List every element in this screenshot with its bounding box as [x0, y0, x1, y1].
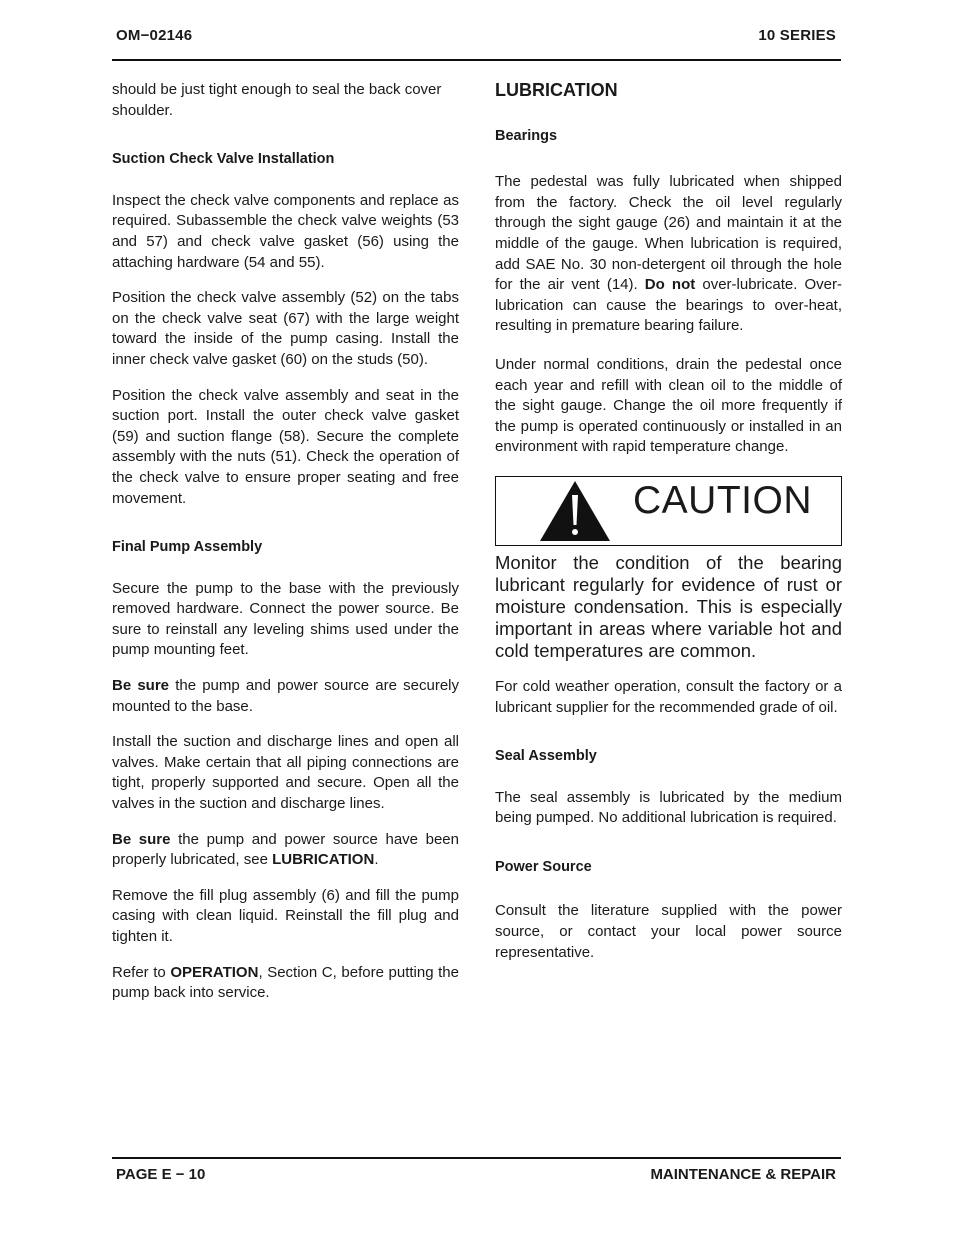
caution-label: CAUTION: [633, 478, 812, 522]
suction-paragraph-3: Position the check valve assembly and seat in the suction port. Install the outer check valve gasket (59) and suction flange (58). Secure the complete assembly with the nuts (51). Check the operation of the check valve to ensure proper seating and free movement.: [112, 386, 459, 507]
final-paragraph-6: Refer to OPERATION, Section C, before putting the pump back into service.: [112, 963, 459, 1002]
lubrication-reference: LUBRICATION: [272, 851, 375, 869]
cold-weather-paragraph: For cold weather operation, consult the factory or a lubricant supplier for the recommended grade of oil.: [495, 677, 842, 716]
heading-power-source: Power Source: [495, 858, 592, 875]
suction-paragraph-2: Position the check valve assembly (52) on the tabs on the check valve seat (67) with the large weight toward the inside of the pump casing. Install the inner check valve gasket (60) on the studs (50).: [112, 289, 459, 368]
final-paragraph-5: Remove the fill plug assembly (6) and fill the pump casing with clean liquid. Reinstall the fill plug and tighten it.: [112, 886, 459, 945]
continued-paragraph: should be just tight enough to seal the back cover shoulder.: [112, 81, 442, 119]
header-rule: [112, 59, 841, 61]
final-paragraph-2: Be sure the pump and power source are securely mounted to the base.: [112, 677, 460, 715]
series-label: 10 SERIES: [758, 27, 836, 44]
warning-triangle-icon: [538, 479, 612, 543]
final-paragraph-3: Install the suction and discharge lines and open all valves. Make certain that all piping connections are tight, properly supported and secure. Open all the valves in the suction and discharge lines.: [112, 733, 459, 813]
seal-paragraph: The seal assembly is lubricated by the medium being pumped. No additional lubrication is required.: [495, 788, 842, 827]
left-column: [112, 80, 459, 1019]
doc-number: OM−02146: [116, 27, 193, 44]
heading-seal-assembly: Seal Assembly: [495, 748, 597, 765]
heading-final-pump-assembly: Final Pump Assembly: [112, 539, 263, 556]
caution-box: [495, 476, 842, 546]
footer-rule: [112, 1157, 841, 1159]
page-number: PAGE E − 10: [116, 1166, 206, 1183]
final-paragraph-4: Be sure the pump and power source have been properly lubricated, see LUBRICATION.: [112, 830, 459, 869]
operation-reference: OPERATION: [170, 963, 259, 981]
heading-suction-check-valve: Suction Check Valve Installation: [112, 151, 335, 168]
bearings-paragraph-2: Under normal conditions, drain the pedestal once each year and refill with clean oil to the middle of the sight gauge. Change the oil more frequently if the pump is operated continuously or installed in an environment with rapid temperature change.: [495, 355, 842, 456]
suction-paragraph-1: Inspect the check valve components and replace as required. Subassemble the check valve weights (53 and 57) and check valve gasket (56) using the attaching hardware (54 and 55).: [112, 191, 459, 271]
final-paragraph-1: Secure the pump to the base with the previously removed hardware. Connect the power source. Be sure to reinstall any leveling shims used under the pump mounting feet.: [112, 579, 459, 659]
section-name: MAINTENANCE & REPAIR: [650, 1166, 836, 1183]
power-paragraph: Consult the literature supplied with the power source, or contact your local power source representative.: [495, 902, 842, 961]
heading-lubrication: LUBRICATION: [495, 80, 618, 100]
right-column: [495, 80, 842, 978]
heading-bearings: Bearings: [495, 127, 558, 144]
bearings-paragraph-1: The pedestal was fully lubricated when shipped from the factory. Check the oil level regularly through the sight gauge (26) and maintain it at the middle of the gauge. When lubrication is required, add SAE No. 30 non-detergent oil through the hole for the air vent (14). Do not over-lubricate. Over-lubrication can cause the bearings to over-heat, resulting in premature bearing failure.: [495, 173, 843, 335]
caution-text: Monitor the condition of the bearing lubricant regularly for evidence of rust or moisture condensation. This is especially important in areas where variable hot and cold temperatures are common.: [495, 551, 842, 661]
